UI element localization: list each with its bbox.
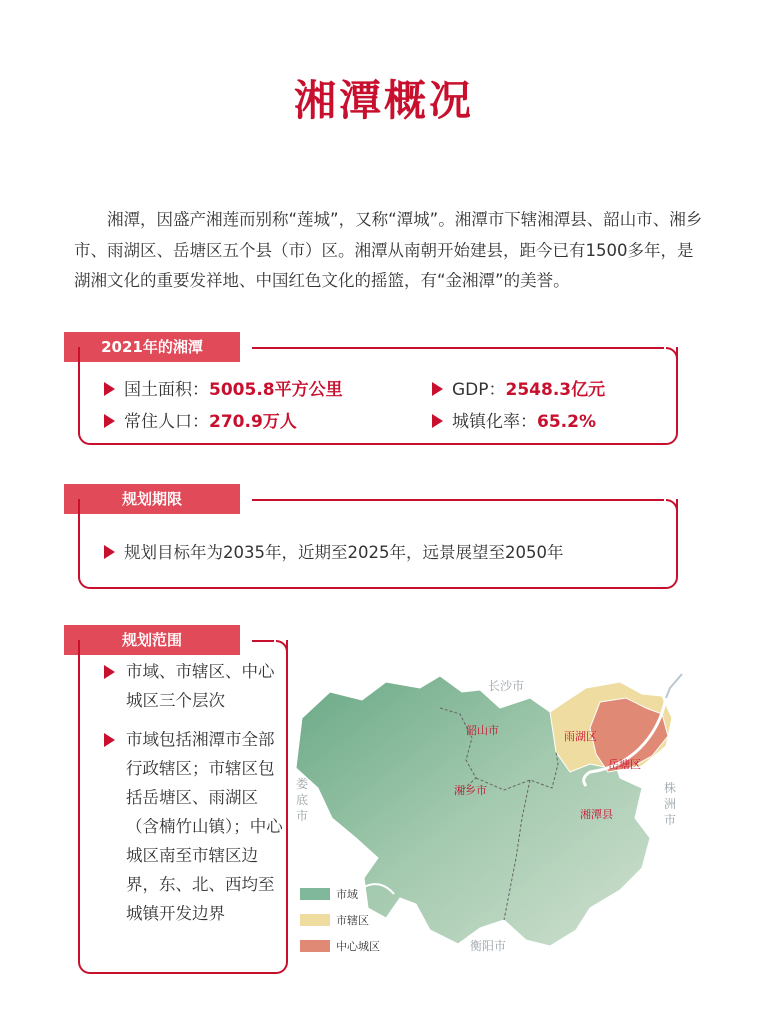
legend-swatch [300,888,330,900]
period-item: 规划目标年为2035年，近期至2025年，远景展望至2050年 [104,539,563,563]
stat-urbanization-value: 65.2% [537,412,596,432]
scope-item: 市域、市辖区、中心城区三个层次 [104,657,284,715]
label-east [664,780,676,827]
stat-area: 国土面积：5005.8平方公里 [104,375,343,400]
triangle-bullet-icon [104,545,115,559]
svg-text:株: 株 [664,781,677,795]
stat-population: 常住人口：270.9万人 [104,407,297,432]
stats-section-tag: 2021年的湘潭 [64,332,240,362]
period-section-tag: 规划期限 [64,484,240,514]
legend-swatch [300,940,330,952]
intro-paragraph: 湘潭，因盛产湘莲而别称“莲城”，又称“潭城”。湘潭市下辖湘潭县、韶山市、湘乡市、雨湖区、岳塘区五个县（市）区。湘潭从南朝开始建县，距今已有1500多年，是湖湘文化的重要发祥地、中国红色文化的摇篮，有“金湘潭”的美誉。 [74,210,703,290]
triangle-bullet-icon [432,414,443,428]
stat-gdp: GDP：2548.3亿元 [432,375,605,400]
legend-label: 市辖区 [336,915,369,927]
label-north: 长沙市 [488,679,525,693]
svg-text:市: 市 [296,809,309,823]
xiangtan-map [290,668,690,968]
legend-swatch [300,914,330,926]
stat-gdp-value: 2548.3亿元 [505,380,606,400]
scope-item: 市域包括湘潭市全部行政辖区；市辖区包括岳塘区、雨湖区（含楠竹山镇）；中心城区南至市辖区边界，东、北、西均至城镇开发边界 [104,725,284,928]
triangle-bullet-icon [432,382,443,396]
svg-text:娄: 娄 [296,777,309,791]
triangle-bullet-icon [104,733,115,747]
label-xiangxiang: 湘乡市 [454,785,487,797]
label-yuetang: 岳塘区 [608,759,641,771]
stat-urbanization: 城镇化率：65.2% [432,407,596,432]
triangle-bullet-icon [104,665,115,679]
label-west [296,776,309,823]
svg-text:洲: 洲 [664,797,677,811]
label-shaoshan: 韶山市 [466,725,499,737]
label-south: 衡阳市 [470,939,507,953]
scope-list [104,657,284,938]
legend-label: 中心城区 [336,941,380,953]
triangle-bullet-icon [104,414,115,428]
triangle-bullet-icon [104,382,115,396]
scope-section-tag: 规划范围 [64,625,240,655]
legend-label: 市域 [336,889,358,901]
stat-area-value: 5005.8平方公里 [209,380,343,400]
svg-text:市: 市 [664,813,677,827]
label-yuhu: 雨湖区 [564,731,597,743]
label-xiangtan-county: 湘潭县 [580,809,613,821]
page-title: 湘潭概况 [293,76,474,125]
svg-text:底: 底 [296,793,309,807]
stat-population-value: 270.9万人 [209,412,297,432]
